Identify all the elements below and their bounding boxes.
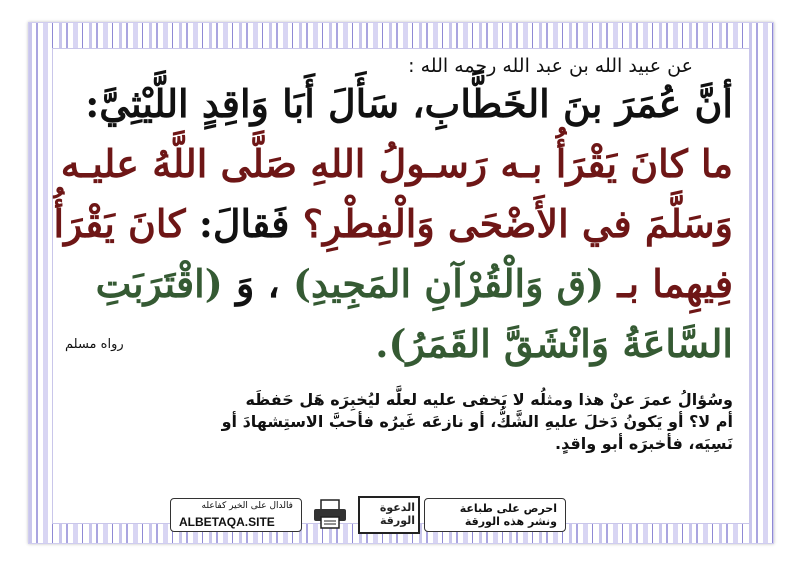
hadith-line-4-part-b: (ق وَالْقُرْآنِ المَجِيدِ) [293,261,605,306]
hadith-line-5: السَّاعَةُ وَانْشَقَّ القَمَرُ). [375,321,733,366]
content-card [52,48,750,524]
footer-bar [150,494,600,530]
print-badge [424,498,566,532]
hadith-line-3-part-b: فَقالَ: [198,201,290,246]
hadith-line-4-part-c: ، وَ [235,261,280,306]
print-line-1: احرص على طباعة [459,502,557,515]
note-line-2: أم لا؟ أو يَكونُ دَخلَ عليهِ الشَّكُّ، أو نازعَه غَيرُه فأحبَّ الاستِشهادَ أو [221,412,733,431]
hadith-line-2: ما كانَ يَقْرَأُ بـه رَسـولُ اللهِ صَلَّى اللَّهُ عليـه [60,141,733,186]
note-line-1: وسُؤالُ عمرَ عنْ هذا ومثلُه لا يَخفى عليه لعلَّه ليُخبِرَه هَل حَفظَه [245,390,733,409]
logo-text: الدعوة الورقة [379,501,415,527]
hadith-line-3-part-a: وَسَلَّمَ في الأَضْحَى وَالْفِطْرِ؟ [302,201,733,246]
dawah-logo [358,496,420,534]
printer-icon [310,498,350,530]
site-tagline: فالدال على الخير كفاعله [201,501,293,511]
site-badge[interactable] [170,498,302,532]
hadith-line-3-part-c: كانَ يَقْرَأُ [53,201,186,246]
hadith-line-4 [96,261,733,306]
source-attribution: رواه مسلم [65,337,124,352]
explanation-note [69,389,733,455]
print-line-2: ونشر هذه الورقة [464,515,557,528]
hadith-line-3 [53,201,733,246]
hadith-line-4-part-a: فِيهِما بـ [617,261,733,306]
narrator-line: عن عبيد الله بن عبد الله رحمه الله : [408,55,693,77]
hadith-line-1: أنَّ عُمَرَ بنَ الخَطَّابِ، سَأَلَ أَبَا وَاقِدٍ اللَّيْثِيَّ: [85,81,733,126]
site-url[interactable]: ALBETAQA.SITE [179,515,275,529]
hadith-line-4-part-d: (اقْتَرَبَتِ [95,261,223,306]
note-line-3: نَسِيَه، فأخبرَه أبو واقدٍ. [554,434,733,453]
